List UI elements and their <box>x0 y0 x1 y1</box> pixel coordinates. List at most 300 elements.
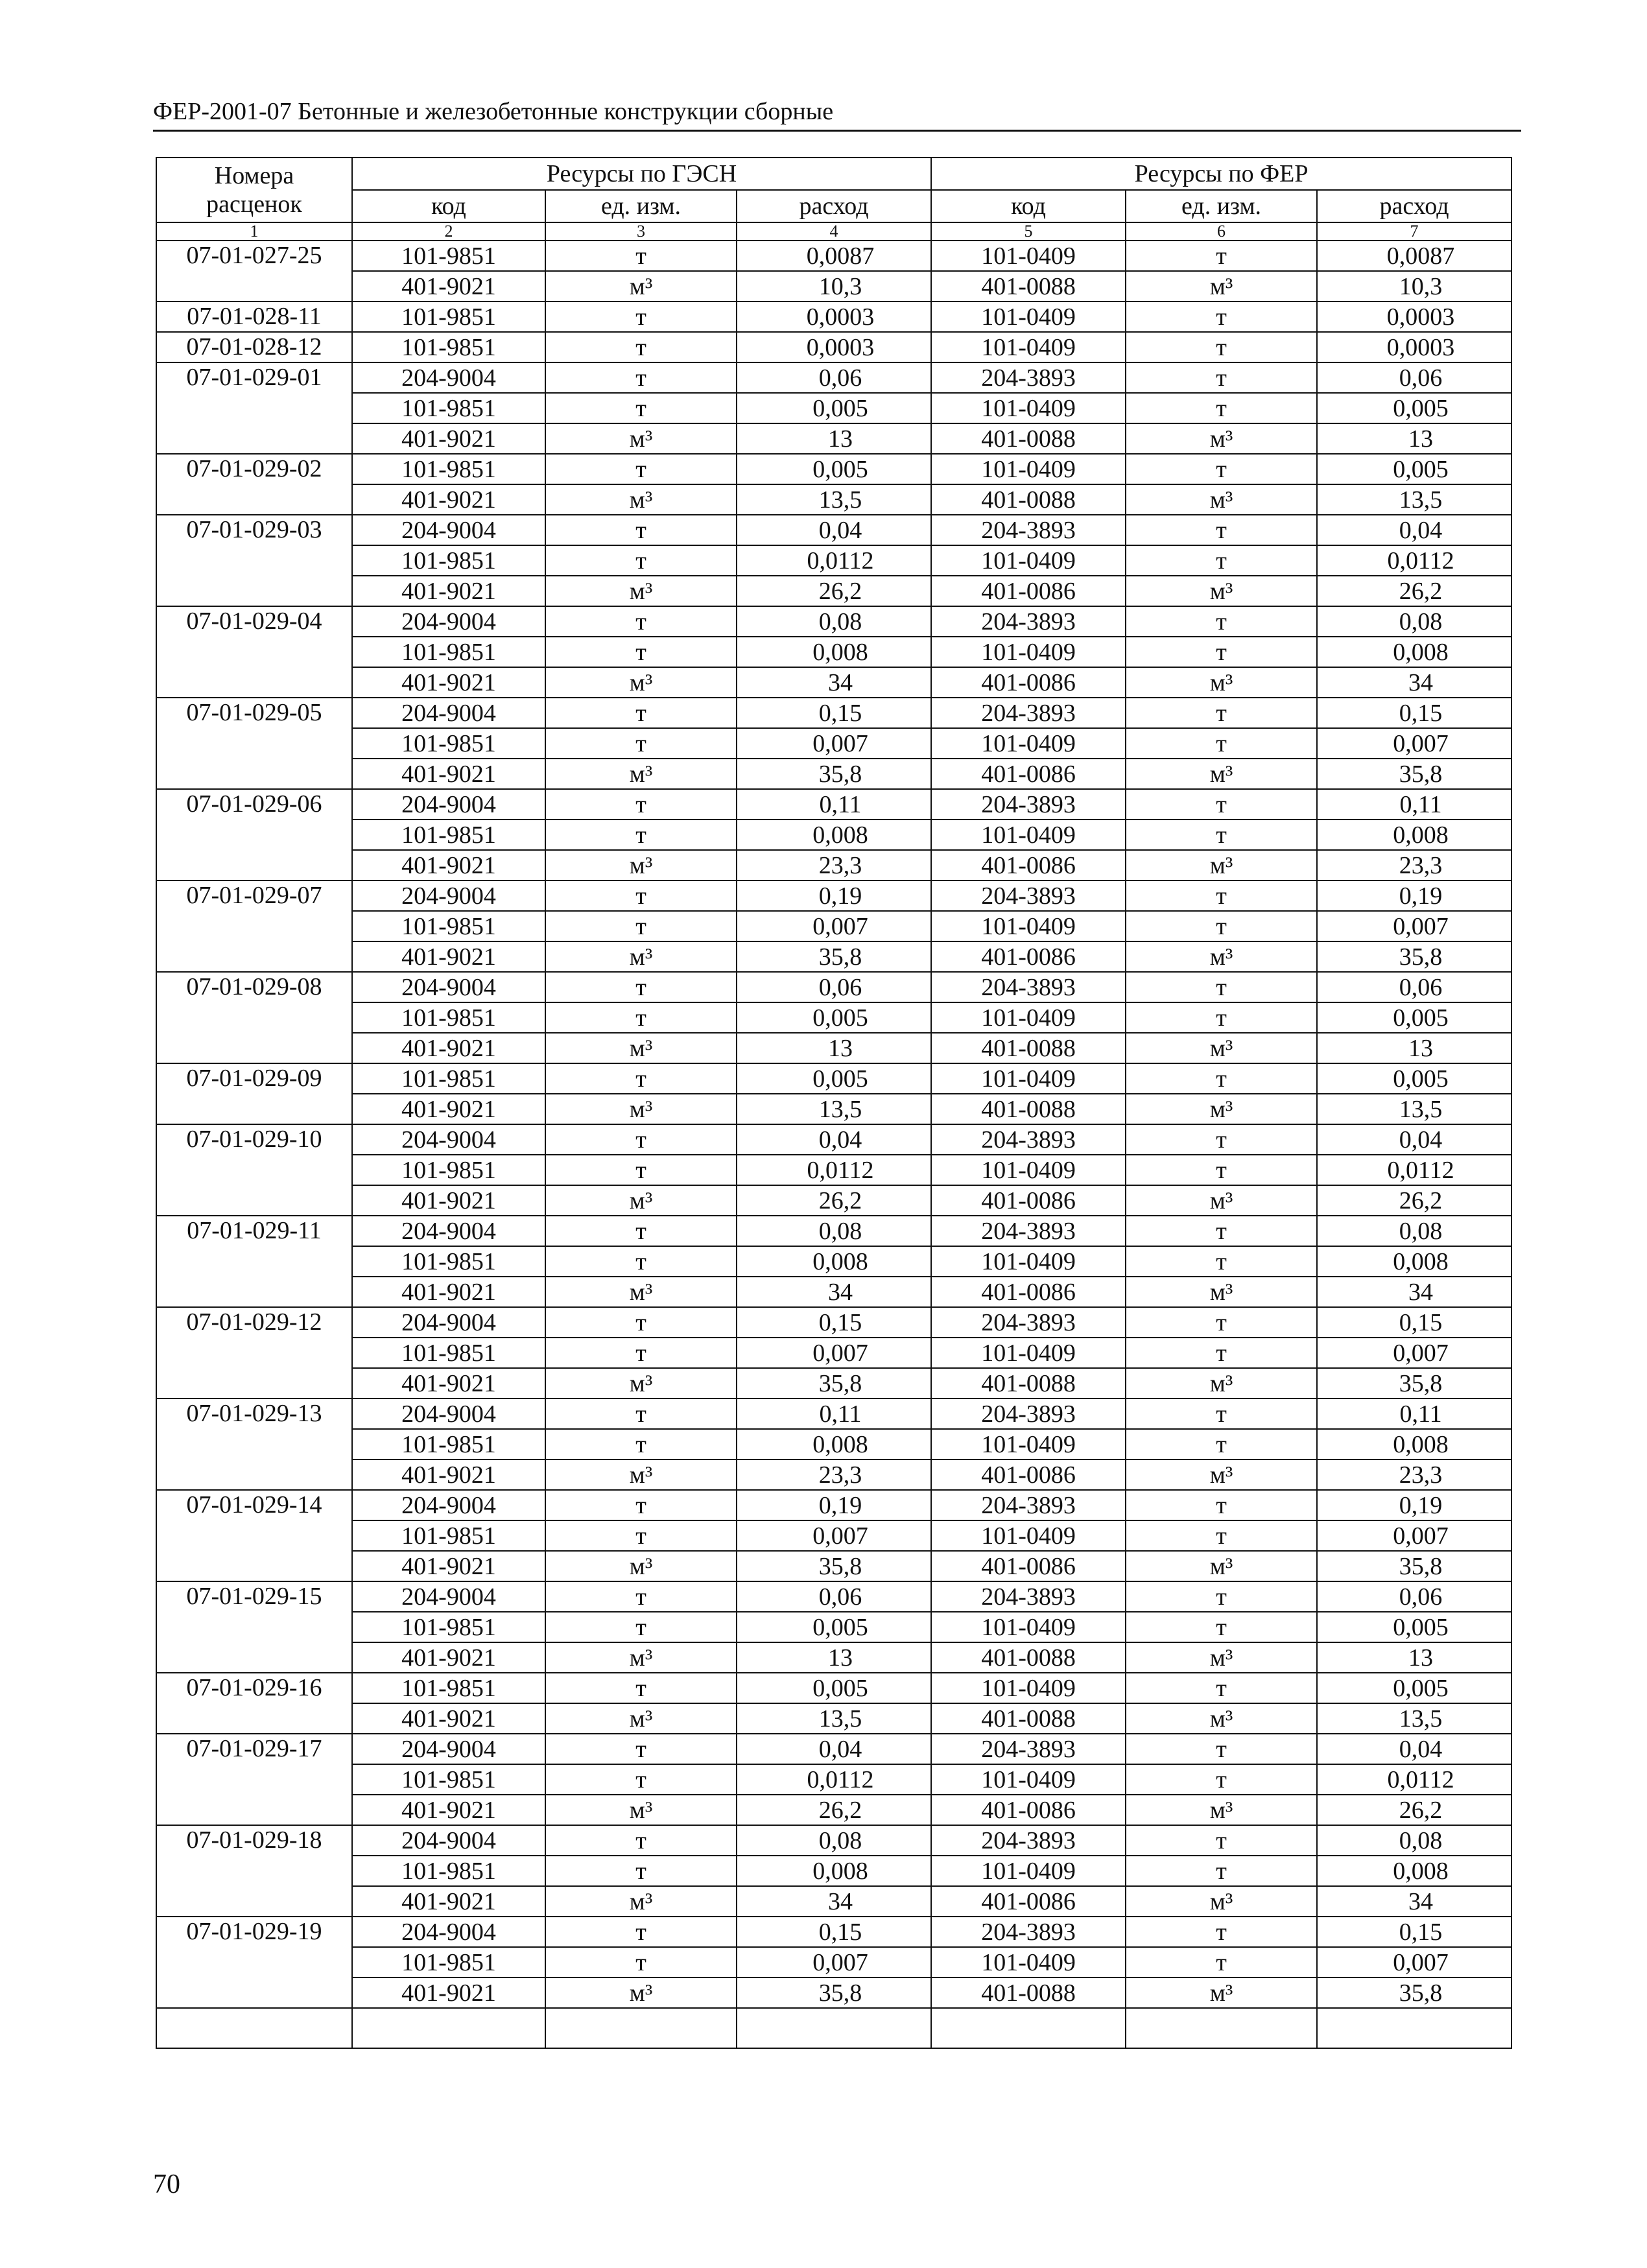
gesn-code-cell: 101-9851 <box>352 1612 545 1642</box>
fer-unit-cell: т <box>1126 728 1317 759</box>
gesn-unit-cell: т <box>545 454 737 484</box>
gesn-code-cell: 401-9021 <box>352 1642 545 1673</box>
table-row <box>156 637 1511 667</box>
gesn-code-cell: 101-9851 <box>352 545 545 576</box>
gesn-unit-cell: м³ <box>545 576 737 606</box>
fer-unit-cell: т <box>1126 332 1317 362</box>
rate-number-cell: 07-01-029-02 <box>156 454 352 515</box>
empty-cell <box>545 2008 737 2048</box>
fer-code-cell: 101-0409 <box>931 637 1126 667</box>
fer-code-cell: 401-0086 <box>931 1277 1126 1307</box>
fer-code-cell: 204-3893 <box>931 1399 1126 1429</box>
rate-number-cell: 07-01-029-03 <box>156 515 352 606</box>
fer-usage-cell: 0,06 <box>1317 1581 1511 1612</box>
gesn-code-cell: 101-9851 <box>352 1764 545 1795</box>
fer-usage-cell: 0,15 <box>1317 1307 1511 1338</box>
gesn-unit-cell: м³ <box>545 850 737 880</box>
gesn-code-cell: 204-9004 <box>352 1307 545 1338</box>
fer-usage-cell: 0,0087 <box>1317 241 1511 271</box>
empty-cell <box>156 2008 352 2048</box>
fer-usage-cell: 13,5 <box>1317 1094 1511 1124</box>
table-row <box>156 1277 1511 1307</box>
gesn-code-cell: 101-9851 <box>352 1520 545 1551</box>
gesn-code-cell: 204-9004 <box>352 880 545 911</box>
gesn-unit-cell: т <box>545 1063 737 1094</box>
fer-usage-cell: 35,8 <box>1317 759 1511 789</box>
fer-usage-cell: 0,005 <box>1317 1673 1511 1703</box>
fer-usage-cell: 0,04 <box>1317 1734 1511 1764</box>
fer-group-header: Ресурсы по ФЕР <box>931 158 1511 190</box>
gesn-usage-cell: 0,15 <box>737 1917 931 1947</box>
rate-number-cell: 07-01-029-10 <box>156 1124 352 1216</box>
empty-cell <box>737 2008 931 2048</box>
fer-unit-cell: м³ <box>1126 1277 1317 1307</box>
table-row <box>156 393 1511 423</box>
fer-usage-cell: 0,04 <box>1317 515 1511 545</box>
rate-number-cell: 07-01-029-08 <box>156 972 352 1063</box>
gesn-code-cell: 101-9851 <box>352 1947 545 1978</box>
table-row <box>156 1703 1511 1734</box>
table-row <box>156 1185 1511 1216</box>
fer-code-cell: 101-0409 <box>931 1338 1126 1368</box>
gesn-code-cell: 101-9851 <box>352 1429 545 1459</box>
rate-number-cell: 07-01-029-19 <box>156 1917 352 2008</box>
rate-number-cell: 07-01-029-06 <box>156 789 352 880</box>
gesn-usage-cell: 35,8 <box>737 941 931 972</box>
gesn-usage-cell: 0,06 <box>737 362 931 393</box>
gesn-code-cell: 204-9004 <box>352 515 545 545</box>
gesn-usage-cell: 35,8 <box>737 759 931 789</box>
gesn-unit-cell: т <box>545 362 737 393</box>
gesn-unit-cell: м³ <box>545 941 737 972</box>
gesn-usage-cell: 0,15 <box>737 1307 931 1338</box>
fer-usage-cell: 35,8 <box>1317 1368 1511 1399</box>
gesn-code-cell: 204-9004 <box>352 1399 545 1429</box>
table-row <box>156 1094 1511 1124</box>
fer-usage-cell: 0,19 <box>1317 880 1511 911</box>
gesn-usage-cell: 0,19 <box>737 880 931 911</box>
gesn-code-cell: 204-9004 <box>352 972 545 1002</box>
gesn-code-cell: 101-9851 <box>352 1856 545 1886</box>
fer-code-cell: 101-0409 <box>931 820 1126 850</box>
fer-unit-cell: т <box>1126 1002 1317 1033</box>
gesn-code-cell: 401-9021 <box>352 667 545 698</box>
table-row <box>156 515 1511 545</box>
fer-code-cell: 204-3893 <box>931 606 1126 637</box>
fer-code-cell: 401-0086 <box>931 850 1126 880</box>
fer-unit-cell: т <box>1126 1216 1317 1246</box>
fer-code-cell: 204-3893 <box>931 362 1126 393</box>
gesn-usage-cell: 0,007 <box>737 1947 931 1978</box>
gesn-code-cell: 204-9004 <box>352 1734 545 1764</box>
fer-code-cell: 401-0086 <box>931 1886 1126 1917</box>
table-row <box>156 301 1511 332</box>
fer-code-cell: 401-0088 <box>931 1978 1126 2008</box>
fer-unit-header: ед. изм. <box>1126 190 1317 222</box>
fer-unit-cell: м³ <box>1126 1033 1317 1063</box>
gesn-usage-cell: 26,2 <box>737 1185 931 1216</box>
table-row <box>156 1825 1511 1856</box>
gesn-unit-cell: т <box>545 1947 737 1978</box>
table-row <box>156 1429 1511 1459</box>
gesn-unit-cell: т <box>545 1856 737 1886</box>
gesn-usage-cell: 34 <box>737 1277 931 1307</box>
fer-usage-cell: 35,8 <box>1317 1551 1511 1581</box>
table-row <box>156 1764 1511 1795</box>
rate-number-cell: 07-01-029-16 <box>156 1673 352 1734</box>
gesn-code-cell: 204-9004 <box>352 1581 545 1612</box>
gesn-unit-cell: м³ <box>545 484 737 515</box>
fer-code-cell: 204-3893 <box>931 1825 1126 1856</box>
fer-usage-cell: 0,11 <box>1317 789 1511 820</box>
table-row <box>156 1002 1511 1033</box>
column-number: 6 <box>1126 222 1317 241</box>
table-row <box>156 1612 1511 1642</box>
fer-code-cell: 101-0409 <box>931 1155 1126 1185</box>
gesn-code-cell: 101-9851 <box>352 1063 545 1094</box>
fer-code-cell: 401-0086 <box>931 941 1126 972</box>
gesn-usage-cell: 0,06 <box>737 972 931 1002</box>
table-row <box>156 880 1511 911</box>
gesn-code-cell: 101-9851 <box>352 454 545 484</box>
fer-usage-cell: 34 <box>1317 667 1511 698</box>
gesn-usage-cell: 0,005 <box>737 1612 931 1642</box>
fer-unit-cell: т <box>1126 1947 1317 1978</box>
rate-number-cell: 07-01-027-25 <box>156 241 352 301</box>
page-header-title: ФЕР-2001-07 Бетонные и железобетонные конструкции сборные <box>153 98 834 125</box>
fer-code-cell: 401-0088 <box>931 1703 1126 1734</box>
gesn-code-cell: 401-9021 <box>352 1703 545 1734</box>
fer-usage-cell: 0,007 <box>1317 1520 1511 1551</box>
gesn-usage-cell: 26,2 <box>737 1795 931 1825</box>
fer-code-cell: 401-0086 <box>931 1551 1126 1581</box>
fer-unit-cell: т <box>1126 1490 1317 1520</box>
table-filler-row <box>156 2008 1511 2048</box>
rate-numbers-header <box>156 158 352 222</box>
fer-usage-cell: 0,0112 <box>1317 1764 1511 1795</box>
table-row <box>156 1642 1511 1673</box>
fer-usage-cell: 0,0112 <box>1317 545 1511 576</box>
fer-usage-cell: 0,0112 <box>1317 1155 1511 1185</box>
fer-code-cell: 401-0086 <box>931 1185 1126 1216</box>
table-row <box>156 789 1511 820</box>
gesn-code-cell: 204-9004 <box>352 1825 545 1856</box>
fer-code-cell: 101-0409 <box>931 393 1126 423</box>
fer-usage-cell: 13 <box>1317 423 1511 454</box>
table-row <box>156 423 1511 454</box>
fer-unit-cell: т <box>1126 1917 1317 1947</box>
table-row <box>156 1307 1511 1338</box>
fer-code-cell: 204-3893 <box>931 972 1126 1002</box>
fer-unit-cell: т <box>1126 1764 1317 1795</box>
table-row <box>156 1551 1511 1581</box>
gesn-usage-cell: 13 <box>737 1033 931 1063</box>
fer-usage-cell: 34 <box>1317 1886 1511 1917</box>
gesn-usage-cell: 0,007 <box>737 728 931 759</box>
gesn-usage-cell: 0,008 <box>737 637 931 667</box>
fer-code-cell: 101-0409 <box>931 1520 1126 1551</box>
table-row <box>156 1459 1511 1490</box>
gesn-unit-cell: т <box>545 545 737 576</box>
rate-number-cell: 07-01-029-09 <box>156 1063 352 1124</box>
table-row <box>156 606 1511 637</box>
fer-usage-cell: 0,06 <box>1317 972 1511 1002</box>
fer-usage-cell: 0,06 <box>1317 362 1511 393</box>
table-row <box>156 1338 1511 1368</box>
table-row <box>156 484 1511 515</box>
fer-unit-cell: т <box>1126 362 1317 393</box>
gesn-unit-cell: т <box>545 1155 737 1185</box>
gesn-usage-cell: 0,0087 <box>737 241 931 271</box>
fer-unit-cell: м³ <box>1126 423 1317 454</box>
fer-usage-cell: 0,04 <box>1317 1124 1511 1155</box>
table-row <box>156 271 1511 301</box>
table-row <box>156 911 1511 941</box>
gesn-usage-cell: 35,8 <box>737 1978 931 2008</box>
gesn-unit-cell: т <box>545 241 737 271</box>
gesn-usage-cell: 0,0112 <box>737 1764 931 1795</box>
fer-unit-cell: м³ <box>1126 1094 1317 1124</box>
table-row <box>156 1581 1511 1612</box>
gesn-usage-cell: 0,0003 <box>737 332 931 362</box>
fer-code-cell: 101-0409 <box>931 1947 1126 1978</box>
fer-usage-cell: 0,008 <box>1317 1246 1511 1277</box>
gesn-usage-cell: 0,08 <box>737 1216 931 1246</box>
fer-code-cell: 101-0409 <box>931 1612 1126 1642</box>
gesn-code-cell: 401-9021 <box>352 271 545 301</box>
fer-usage-cell: 0,15 <box>1317 1917 1511 1947</box>
gesn-unit-cell: м³ <box>545 1886 737 1917</box>
fer-usage-cell: 23,3 <box>1317 1459 1511 1490</box>
rate-number-cell: 07-01-029-07 <box>156 880 352 972</box>
table-row <box>156 1673 1511 1703</box>
gesn-usage-cell: 0,04 <box>737 1124 931 1155</box>
table-row <box>156 1216 1511 1246</box>
table-row <box>156 820 1511 850</box>
gesn-unit-cell: т <box>545 789 737 820</box>
fer-unit-cell: т <box>1126 1856 1317 1886</box>
fer-usage-cell: 35,8 <box>1317 1978 1511 2008</box>
table-head <box>156 158 1511 241</box>
column-number: 2 <box>352 222 545 241</box>
table-row <box>156 454 1511 484</box>
fer-code-cell: 401-0086 <box>931 1795 1126 1825</box>
fer-unit-cell: м³ <box>1126 1703 1317 1734</box>
gesn-unit-cell: м³ <box>545 1551 737 1581</box>
gesn-unit-cell: м³ <box>545 1459 737 1490</box>
fer-unit-cell: м³ <box>1126 1459 1317 1490</box>
gesn-unit-cell: т <box>545 1338 737 1368</box>
table-row <box>156 1947 1511 1978</box>
fer-unit-cell: т <box>1126 301 1317 332</box>
gesn-unit-cell: т <box>545 301 737 332</box>
fer-usage-cell: 0,0003 <box>1317 332 1511 362</box>
gesn-usage-cell: 0,06 <box>737 1581 931 1612</box>
fer-unit-cell: т <box>1126 1338 1317 1368</box>
fer-usage-cell: 10,3 <box>1317 271 1511 301</box>
fer-usage-cell: 0,008 <box>1317 1856 1511 1886</box>
rate-number-cell: 07-01-029-05 <box>156 698 352 789</box>
fer-unit-cell: т <box>1126 606 1317 637</box>
gesn-usage-cell: 0,11 <box>737 789 931 820</box>
gesn-usage-cell: 0,007 <box>737 1520 931 1551</box>
gesn-unit-cell: м³ <box>545 759 737 789</box>
fer-code-cell: 101-0409 <box>931 1856 1126 1886</box>
table-row <box>156 576 1511 606</box>
fer-unit-cell: т <box>1126 911 1317 941</box>
fer-code-cell: 204-3893 <box>931 880 1126 911</box>
fer-code-cell: 204-3893 <box>931 789 1126 820</box>
gesn-code-cell: 101-9851 <box>352 911 545 941</box>
gesn-usage-cell: 0,007 <box>737 911 931 941</box>
gesn-unit-cell: т <box>545 1002 737 1033</box>
gesn-unit-cell: т <box>545 972 737 1002</box>
gesn-code-cell: 101-9851 <box>352 1246 545 1277</box>
fer-unit-cell: т <box>1126 515 1317 545</box>
fer-unit-cell: т <box>1126 789 1317 820</box>
fer-code-cell: 401-0086 <box>931 1459 1126 1490</box>
fer-usage-cell: 0,11 <box>1317 1399 1511 1429</box>
fer-usage-cell: 0,005 <box>1317 393 1511 423</box>
fer-code-cell: 204-3893 <box>931 1917 1126 1947</box>
gesn-unit-cell: т <box>545 728 737 759</box>
gesn-unit-cell: м³ <box>545 271 737 301</box>
gesn-code-cell: 401-9021 <box>352 1094 545 1124</box>
fer-usage-cell: 0,0003 <box>1317 301 1511 332</box>
gesn-usage-cell: 0,0112 <box>737 545 931 576</box>
gesn-code-cell: 101-9851 <box>352 728 545 759</box>
gesn-usage-cell: 13,5 <box>737 1094 931 1124</box>
gesn-unit-cell: т <box>545 698 737 728</box>
fer-code-cell: 401-0088 <box>931 1642 1126 1673</box>
gesn-usage-cell: 0,0003 <box>737 301 931 332</box>
table-row <box>156 362 1511 393</box>
gesn-code-cell: 401-9021 <box>352 423 545 454</box>
fer-usage-cell: 0,007 <box>1317 728 1511 759</box>
fer-code-cell: 204-3893 <box>931 1581 1126 1612</box>
fer-unit-cell: м³ <box>1126 576 1317 606</box>
table-row <box>156 1246 1511 1277</box>
gesn-unit-cell: т <box>545 1490 737 1520</box>
fer-usage-cell: 0,008 <box>1317 1429 1511 1459</box>
gesn-usage-cell: 0,19 <box>737 1490 931 1520</box>
gesn-usage-cell: 23,3 <box>737 1459 931 1490</box>
fer-code-cell: 204-3893 <box>931 515 1126 545</box>
fer-unit-cell: т <box>1126 1124 1317 1155</box>
table-row <box>156 1490 1511 1520</box>
rate-number-cell: 07-01-029-18 <box>156 1825 352 1917</box>
table-row <box>156 1155 1511 1185</box>
fer-code-cell: 101-0409 <box>931 241 1126 271</box>
fer-code-cell: 401-0088 <box>931 1094 1126 1124</box>
gesn-usage-cell: 34 <box>737 1886 931 1917</box>
gesn-code-cell: 401-9021 <box>352 1978 545 2008</box>
gesn-code-cell: 204-9004 <box>352 1216 545 1246</box>
fer-code-cell: 401-0088 <box>931 271 1126 301</box>
gesn-code-cell: 204-9004 <box>352 698 545 728</box>
table-row <box>156 1399 1511 1429</box>
table-row <box>156 545 1511 576</box>
table-row <box>156 667 1511 698</box>
fer-unit-cell: м³ <box>1126 1368 1317 1399</box>
table-row <box>156 1734 1511 1764</box>
table-row <box>156 1917 1511 1947</box>
gesn-code-cell: 204-9004 <box>352 1490 545 1520</box>
gesn-usage-cell: 13 <box>737 423 931 454</box>
fer-code-cell: 401-0086 <box>931 576 1126 606</box>
page-number: 70 <box>153 2169 180 2199</box>
fer-code-cell: 101-0409 <box>931 1673 1126 1703</box>
fer-usage-cell: 13 <box>1317 1642 1511 1673</box>
fer-code-cell: 101-0409 <box>931 728 1126 759</box>
gesn-unit-cell: т <box>545 1307 737 1338</box>
fer-unit-cell: т <box>1126 1307 1317 1338</box>
gesn-code-cell: 401-9021 <box>352 1185 545 1216</box>
rate-number-cell: 07-01-029-13 <box>156 1399 352 1490</box>
fer-unit-cell: т <box>1126 1399 1317 1429</box>
fer-usage-cell: 0,19 <box>1317 1490 1511 1520</box>
fer-code-cell: 401-0086 <box>931 759 1126 789</box>
fer-unit-cell: т <box>1126 393 1317 423</box>
gesn-unit-cell: т <box>545 1764 737 1795</box>
fer-usage-cell: 13,5 <box>1317 1703 1511 1734</box>
rate-number-cell: 07-01-028-12 <box>156 332 352 362</box>
gesn-unit-cell: т <box>545 1399 737 1429</box>
gesn-code-cell: 401-9021 <box>352 850 545 880</box>
rate-number-cell: 07-01-029-11 <box>156 1216 352 1307</box>
gesn-code-cell: 101-9851 <box>352 241 545 271</box>
gesn-unit-cell: м³ <box>545 1978 737 2008</box>
fer-unit-cell: т <box>1126 1155 1317 1185</box>
gesn-unit-cell: т <box>545 880 737 911</box>
table-row <box>156 1063 1511 1094</box>
gesn-usage-cell: 13,5 <box>737 1703 931 1734</box>
fer-usage-cell: 34 <box>1317 1277 1511 1307</box>
table-row <box>156 941 1511 972</box>
gesn-unit-cell: т <box>545 1825 737 1856</box>
gesn-code-cell: 401-9021 <box>352 1368 545 1399</box>
gesn-unit-cell: м³ <box>545 1703 737 1734</box>
rate-number-cell: 07-01-029-01 <box>156 362 352 454</box>
gesn-unit-cell: м³ <box>545 1642 737 1673</box>
fer-usage-cell: 0,005 <box>1317 1612 1511 1642</box>
column-number: 1 <box>156 222 352 241</box>
fer-unit-cell: т <box>1126 698 1317 728</box>
fer-code-cell: 101-0409 <box>931 301 1126 332</box>
fer-usage-cell: 0,005 <box>1317 1063 1511 1094</box>
gesn-unit-cell: м³ <box>545 1094 737 1124</box>
gesn-usage-cell: 0,005 <box>737 454 931 484</box>
gesn-usage-cell: 10,3 <box>737 271 931 301</box>
fer-unit-cell: т <box>1126 454 1317 484</box>
gesn-usage-cell: 13 <box>737 1642 931 1673</box>
column-number: 3 <box>545 222 737 241</box>
rate-number-cell: 07-01-029-14 <box>156 1490 352 1581</box>
gesn-unit-cell: м³ <box>545 1033 737 1063</box>
fer-code-cell: 204-3893 <box>931 1124 1126 1155</box>
gesn-unit-cell: т <box>545 1246 737 1277</box>
gesn-unit-cell: т <box>545 1581 737 1612</box>
gesn-unit-cell: м³ <box>545 423 737 454</box>
table-row <box>156 850 1511 880</box>
fer-unit-cell: т <box>1126 820 1317 850</box>
fer-usage-cell: 13,5 <box>1317 484 1511 515</box>
table-row <box>156 332 1511 362</box>
column-number: 5 <box>931 222 1126 241</box>
column-number: 4 <box>737 222 931 241</box>
gesn-unit-cell: т <box>545 637 737 667</box>
gesn-usage-cell: 0,005 <box>737 393 931 423</box>
